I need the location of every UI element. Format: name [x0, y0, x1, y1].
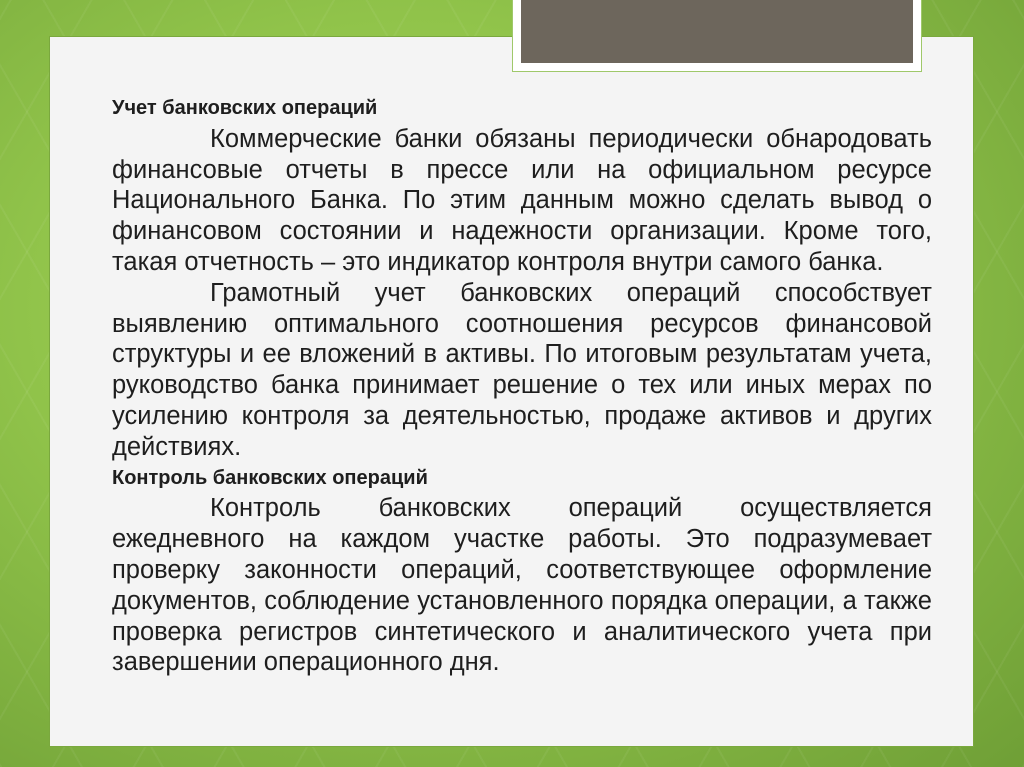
paragraph-reporting: Коммерческие банки обязаны периодически обнародовать финансовые отчеты в прессе или на официальном ресурсе Национального Банка. По этим данным можно сделать вывод о финансовом состоянии и надежности организации. Кроме того, такая отчетность – это индикатор контроля внутри самого банка.: [112, 124, 932, 276]
slide-body-text: [112, 93, 932, 678]
section-heading-accounting: Учет банковских операций: [112, 97, 378, 119]
title-placeholder-box: [512, 0, 922, 72]
title-placeholder-fill: [521, 0, 913, 63]
paragraph-accounting-results: Грамотный учет банковских операций способствует выявлению оптимального соотношения ресурсов финансовой структуры и ее вложений в активы. По итоговым результатам учета, руководство банка принимает решение о тех или иных мерах по усилению контроля за деятельностью, продаже активов и других действиях.: [112, 278, 932, 461]
paragraph-control: Контроль банковских операций осуществляется ежедневного на каждом участке работы. Это подразумевает проверку законности операций, соответствующее оформление документов, соблюдение установленного порядка операции, а также проверка регистров синтетического и аналитического учета при завершении операционного дня.: [112, 494, 932, 677]
section-heading-control: Контроль банковских операций: [112, 466, 428, 489]
